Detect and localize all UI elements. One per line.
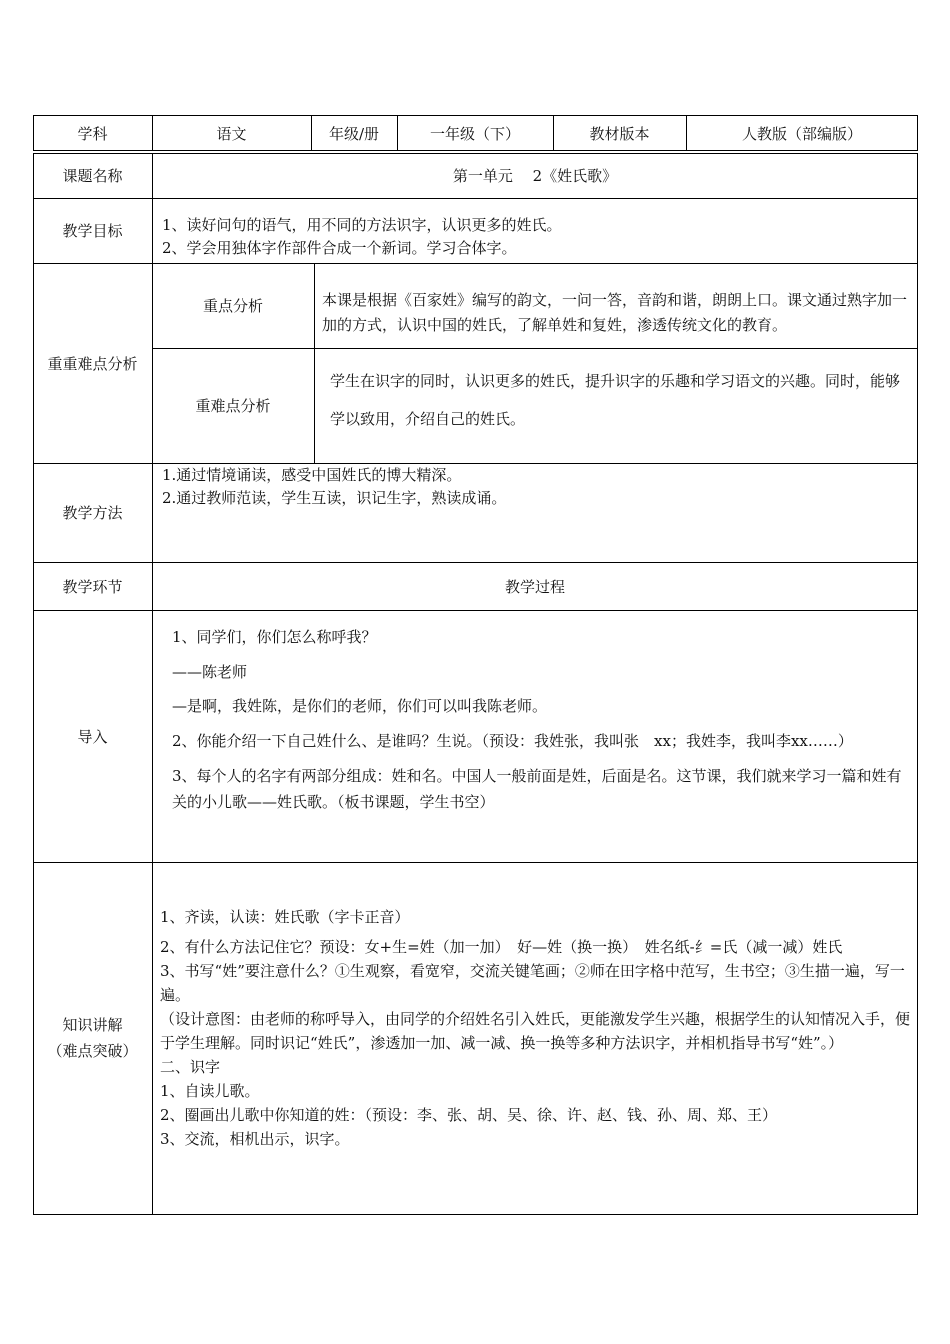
- methods-line: 2.通过教师范读，学生互读，识记生字，熟读成诵。: [162, 489, 507, 508]
- knowledge-line: 3、交流，相机出示，识字。: [160, 1130, 350, 1148]
- subject-label: 学科: [77, 124, 108, 143]
- knowledge-line: 2、圈画出儿歌中你知道的姓：（预设：李、张、胡、吴、徐、许、赵、钱、孙、周、郑、王）: [160, 1106, 778, 1124]
- divider: [33, 198, 918, 199]
- edition-label: 教材版本: [589, 124, 650, 143]
- goals-line: 1、读好问句的语气，用不同的方法识字，认识更多的姓氏。: [162, 216, 562, 234]
- process-label: 教学过程: [504, 577, 565, 596]
- divider: [314, 263, 315, 463]
- goals-line: 2、学会用独体字作部件合成一个新词。学习合体字。: [162, 239, 517, 258]
- edition-value: 人教版（部编版）: [741, 124, 862, 143]
- intro-text: [172, 620, 910, 815]
- topic-value: 第一单元 2《姓氏歌》: [452, 167, 618, 185]
- hard-analysis-text: 学生在识字的同时，认识更多的姓氏，提升识字的乐趣和学习语文的兴趣。同时，能够学以致用，介绍自己的姓氏。: [330, 372, 901, 429]
- knowledge-line: 二、识字: [160, 1058, 221, 1076]
- knowledge-line: 3、书写“姓”要注意什么？①生观察，看宽窄，交流关键笔画；②师在田字格中范写，生书空；③生描一遍，写一遍。: [160, 962, 905, 1004]
- divider: [33, 610, 918, 611]
- knowledge-line: 2、有什么方法记住它？预设：女+生=姓（加一加） 好—姓（换一换） 姓名纸-纟=氏（减一减）姓氏: [160, 938, 843, 956]
- knowledge-label-line2: （难点突破）: [47, 1041, 138, 1060]
- key-analysis-label: 重点分析: [202, 297, 263, 315]
- intro-line: —是啊，我姓陈，是你们的老师，你们可以叫我陈老师。: [172, 697, 548, 715]
- subject-value: 语文: [216, 124, 247, 143]
- stage-label: 教学环节: [62, 577, 123, 596]
- knowledge-line: 1、自读儿歌。: [160, 1082, 260, 1100]
- intro-line: 2、你能介绍一下自己姓什么、是谁吗？生说。（预设：我姓张，我叫张 xx；我姓李，我叫李xx……）: [172, 731, 853, 750]
- key-analysis-text: 本课是根据《百家姓》编写的韵文，一问一答，音韵和谐，朗朗上口。课文通过熟字加一加的方式，认识中国的姓氏，了解单姓和复姓，渗透传统文化的教育。: [322, 291, 908, 334]
- intro-label: 导入: [77, 727, 108, 746]
- divider: [33, 862, 918, 863]
- methods-text: [162, 464, 912, 511]
- hard-analysis-label: 重难点分析: [195, 397, 271, 415]
- knowledge-label-line1: 知识讲解: [62, 1016, 123, 1034]
- knowledge-line: （设计意图：由老师的称呼导入，由同学的介绍姓名引入姓氏，更能激发学生兴趣，根据学生的认知情况入手，便于学生理解。同时识记“姓氏”，渗透加一加、减一减、换一换等多种方法识字，并相机指导书写“姓”。）: [160, 1010, 911, 1052]
- intro-line: 3、每个人的名字有两部分组成：姓和名。中国人一般前面是姓，后面是名。这节课，我们就来学习一篇和姓有关的小儿歌——姓氏歌。（板书课题，学生书空）: [172, 767, 902, 811]
- analysis-label: 重重难点分析: [47, 354, 138, 373]
- methods-label: 教学方法: [62, 504, 123, 522]
- knowledge-label: [33, 862, 152, 1215]
- topic-label: 课题名称: [62, 167, 123, 185]
- grade-value: 一年级（下）: [429, 124, 520, 143]
- methods-line: 1.通过情境诵读，感受中国姓氏的博大精深。: [162, 466, 462, 484]
- goals-label: 教学目标: [62, 222, 123, 240]
- knowledge-line: 1、齐读，认读：姓氏歌（字卡正音）: [160, 908, 410, 926]
- intro-line: 1、同学们，你们怎么称呼我？: [172, 628, 377, 646]
- goals-text: [162, 214, 912, 261]
- knowledge-text: [160, 905, 912, 1151]
- grade-label: 年级/册: [328, 124, 380, 143]
- intro-line: ——陈老师: [172, 662, 248, 681]
